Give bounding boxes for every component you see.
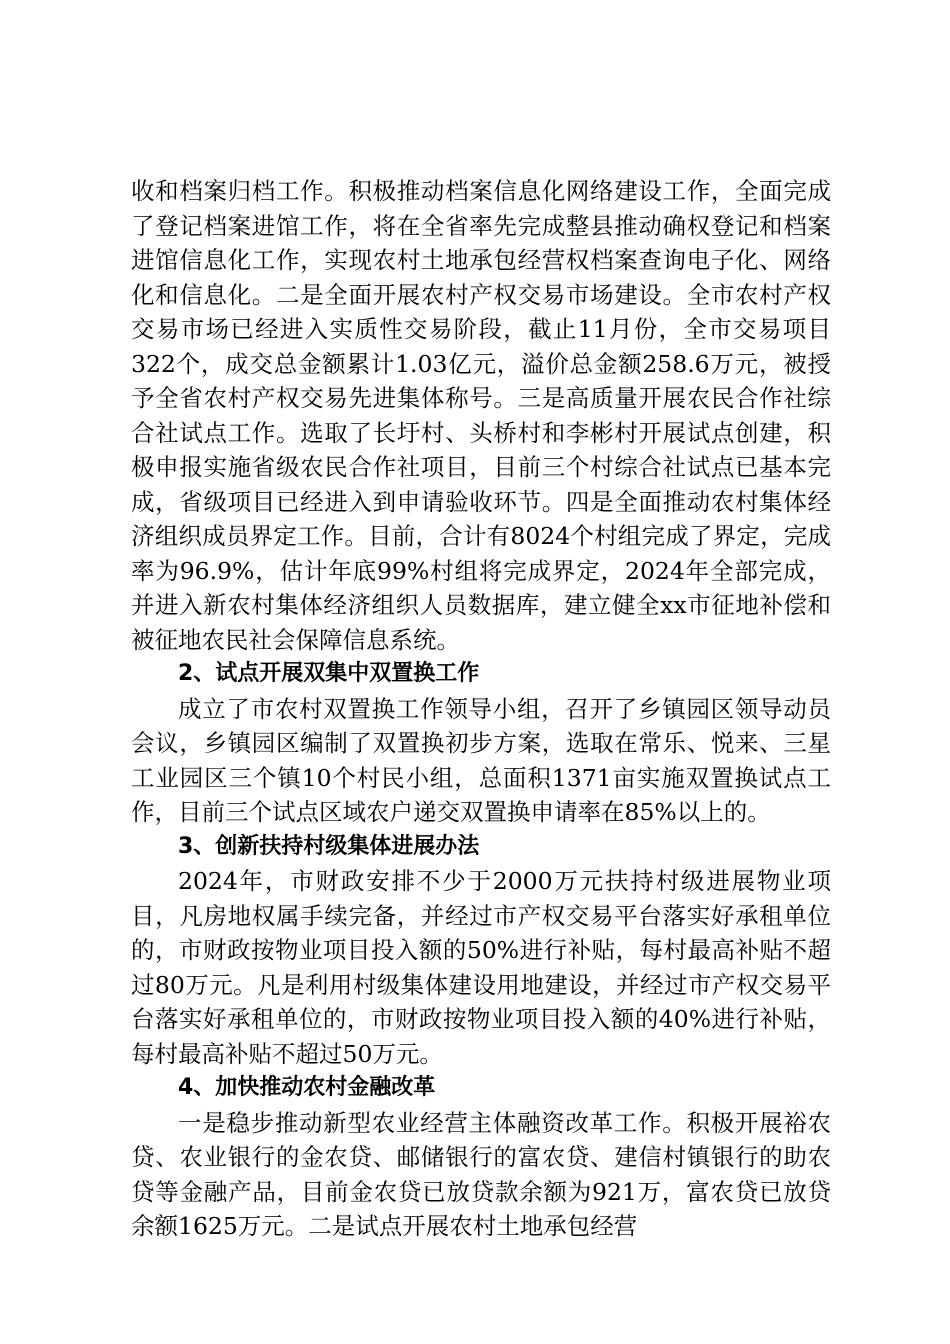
paragraph-collective-support: 2024年，市财政安排不少于2000万元扶持村级进展物业项目，凡房地权属手续完备，并经过市产权交易平台落实好承租单位的，市财政按物业项目投入额的50%进行补贴，每村最高补贴不超过80万元。凡是利用村级集体建设用地建设，并经过市产权交易平台落实好承租单位的，市财政按物业项目投入额的40%进行补贴，每村最高补贴不超过50万元。 (131, 867, 831, 1068)
paragraph-double-replacement: 成立了市农村双置换工作领导小组，召开了乡镇园区领导动员会议，乡镇园区编制了双置换初步方案，选取在常乐、悦来、三星工业园区三个镇10个村民小组，总面积1371亩实施双置换试点工作，目前三个试点区域农户递交双置换申请率在85%以上的。 (131, 694, 831, 826)
paragraph-archive-and-trading: 收和档案归档工作。积极推动档案信息化网络建设工作，全面完成了登记档案进馆工作，将在全省率先完成整县推动确权登记和档案进馆信息化工作，实现农村土地承包经营权档案查询电子化、网络化和信息化。二是全面开展农村产权交易市场建设。全市农村产权交易市场已经进入实质性交易阶段，截止11月份，全市交易项目322个，成交总金额累计1.03亿元，溢价总金额258.6万元，被授予全省农村产权交易先进集体称号。三是高质量开展农民合作社综合社试点工作。选取了长圩村、头桥村和李彬村开展试点创建，积极申报实施省级农民合作社项目，目前三个村综合社试点已基本完成，省级项目已经进入到申请验收环节。四是全面推动农村集体经济组织成员界定工作。目前，合计有8024个村组完成了界定，完成率为96.9%，估计年底99%村组将完成界定，2024年全部完成，并进入新农村集体经济组织人员数据库，建立健全xx市征地补偿和被征地农民社会保障信息系统。 (131, 177, 831, 654)
paragraph-rural-finance: 一是稳步推动新型农业经营主体融资改革工作。积极开展裕农贷、农业银行的金农贷、邮储银行的富农贷、建信村镇银行的助农贷等金融产品，目前金农贷已放贷款余额为921万，富农贷已放贷余额1625万元。二是试点开展农村土地承包经营 (131, 1108, 831, 1240)
section-heading-2: 2、试点开展双集中双置换工作 (178, 661, 480, 686)
section-heading-4: 4、加快推动农村金融改革 (178, 1075, 436, 1100)
section-heading-3: 3、创新扶持村级集体进展办法 (178, 833, 480, 859)
document-body (131, 174, 831, 1244)
